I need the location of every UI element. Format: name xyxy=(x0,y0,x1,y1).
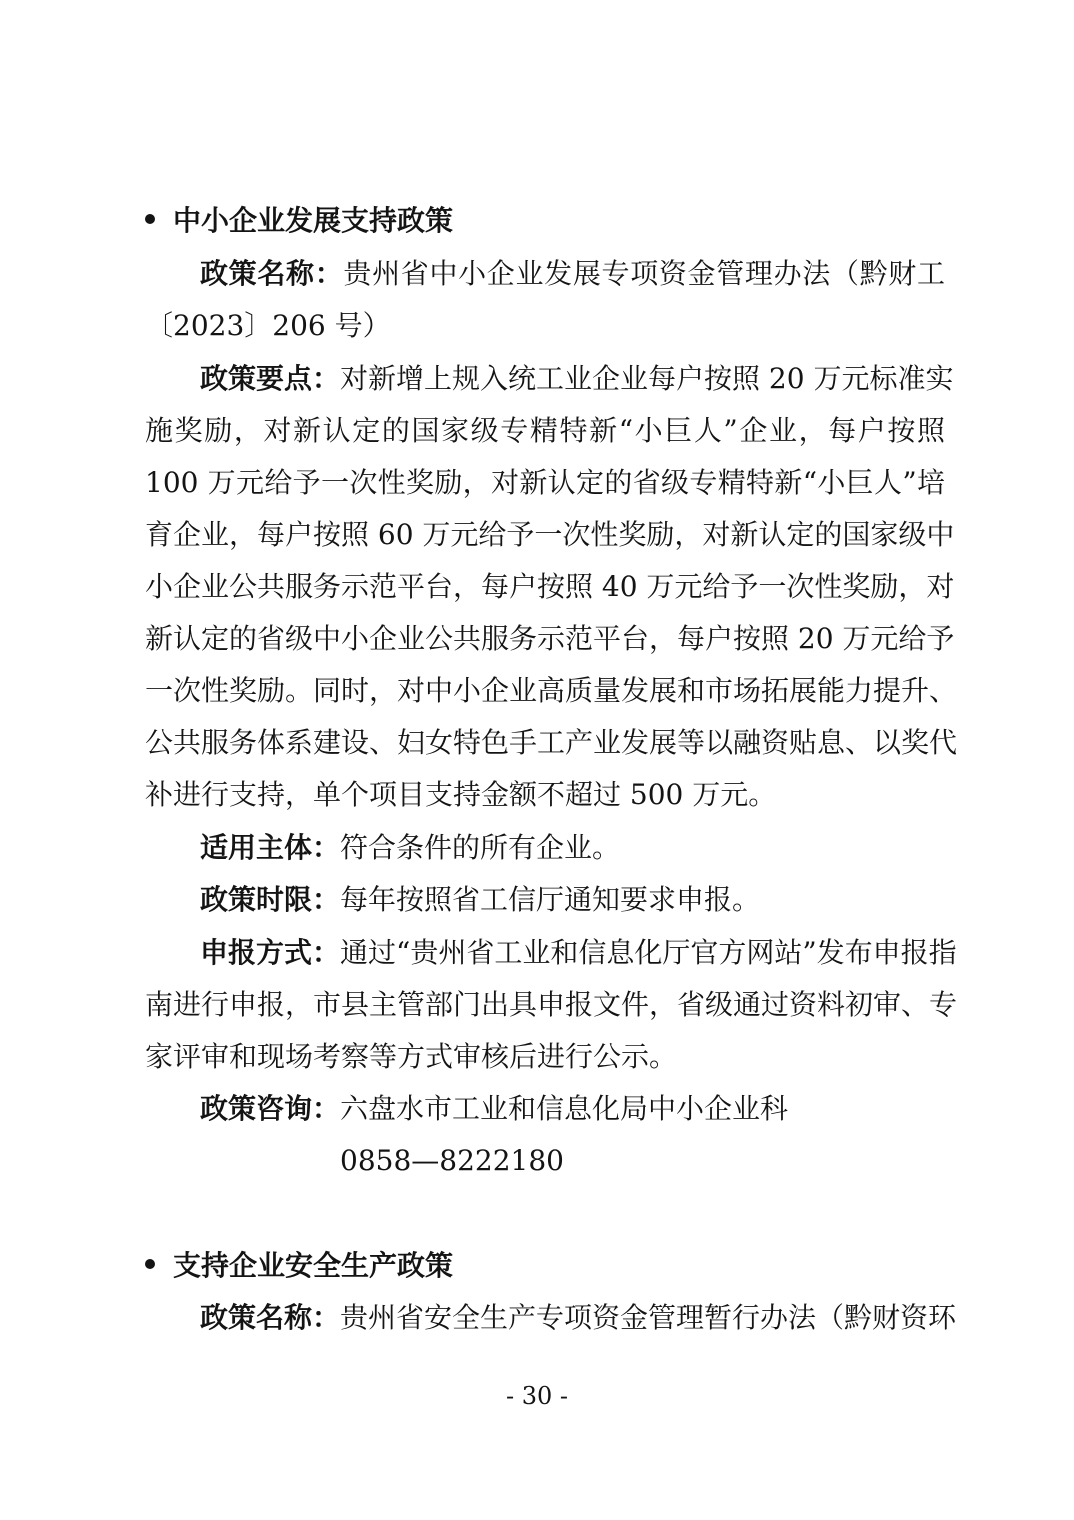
consult-line xyxy=(200,1089,945,1129)
policy-points-continuation: 100 万元给予一次性奖励，对新认定的省级专精特新“小巨人”培 xyxy=(145,466,945,499)
policy-name-text: 贵州省中小企业发展专项资金管理办法（黔财工 xyxy=(343,257,945,290)
policy-points-continuation: 公共服务体系建设、妇女特色手工产业发展等以融资贴息、以奖代 xyxy=(145,726,958,759)
application-continuation: 家评审和现场考察等方式审核后进行公示。 xyxy=(145,1040,678,1073)
application-text: 通过“贵州省工业和信息化厅官方网站”发布申报指 xyxy=(340,936,957,969)
policy-points-continuation: 补进行支持，单个项目支持金额不超过 500 万元。 xyxy=(145,778,777,811)
bullet-icon xyxy=(145,1259,155,1269)
consult-text: 六盘水市工业和信息化局中小企业科 xyxy=(340,1092,789,1125)
applicable-label: 适用主体： xyxy=(200,831,341,864)
policy-points-text: 对新增上规入统工业企业每户按照 20 万元标准实 xyxy=(340,362,954,395)
bullet-icon xyxy=(145,214,155,224)
application-line xyxy=(200,933,957,973)
policy-name-continuation: 〔2023〕206 号） xyxy=(145,309,391,342)
consult-phone: 0858—8222180 xyxy=(340,1144,564,1177)
policy-points-continuation: 育企业，每户按照 60 万元给予一次性奖励，对新认定的国家级中 xyxy=(145,518,955,551)
policy-name-label: 政策名称： xyxy=(200,1301,341,1334)
time-limit-line xyxy=(200,880,945,920)
policy-name-line xyxy=(200,1298,957,1338)
section-heading xyxy=(145,201,453,241)
policy-points-continuation: 一次性奖励。同时，对中小企业高质量发展和市场拓展能力提升、 xyxy=(145,674,958,707)
policy-name-line xyxy=(200,254,945,294)
application-label: 申报方式： xyxy=(200,936,341,969)
time-limit-text: 每年按照省工信厅通知要求申报。 xyxy=(340,883,761,916)
policy-points-continuation: 新认定的省级中小企业公共服务示范平台，每户按照 20 万元给予 xyxy=(145,622,955,655)
policy-points-continuation: 施奖励，对新认定的国家级专精特新“小巨人”企业，每户按照 xyxy=(145,414,945,447)
consult-label: 政策咨询： xyxy=(200,1092,341,1125)
application-continuation: 南进行申报，市县主管部门出具申报文件，省级通过资料初审、专 xyxy=(145,988,958,1021)
page-number: - 30 - xyxy=(505,1382,568,1410)
policy-name-text: 贵州省安全生产专项资金管理暂行办法（黔财资环 xyxy=(340,1301,957,1334)
time-limit-label: 政策时限： xyxy=(200,883,341,916)
section-heading-text: 中小企业发展支持政策 xyxy=(173,204,454,237)
applicable-text: 符合条件的所有企业。 xyxy=(340,831,621,864)
policy-points-label: 政策要点： xyxy=(200,362,341,395)
section-heading xyxy=(145,1246,453,1286)
section-heading-text: 支持企业安全生产政策 xyxy=(173,1249,454,1282)
policy-points-line xyxy=(200,359,954,399)
applicable-line xyxy=(200,828,945,868)
policy-name-label: 政策名称： xyxy=(200,257,344,290)
policy-points-continuation: 小企业公共服务示范平台，每户按照 40 万元给予一次性奖励，对 xyxy=(145,570,955,603)
